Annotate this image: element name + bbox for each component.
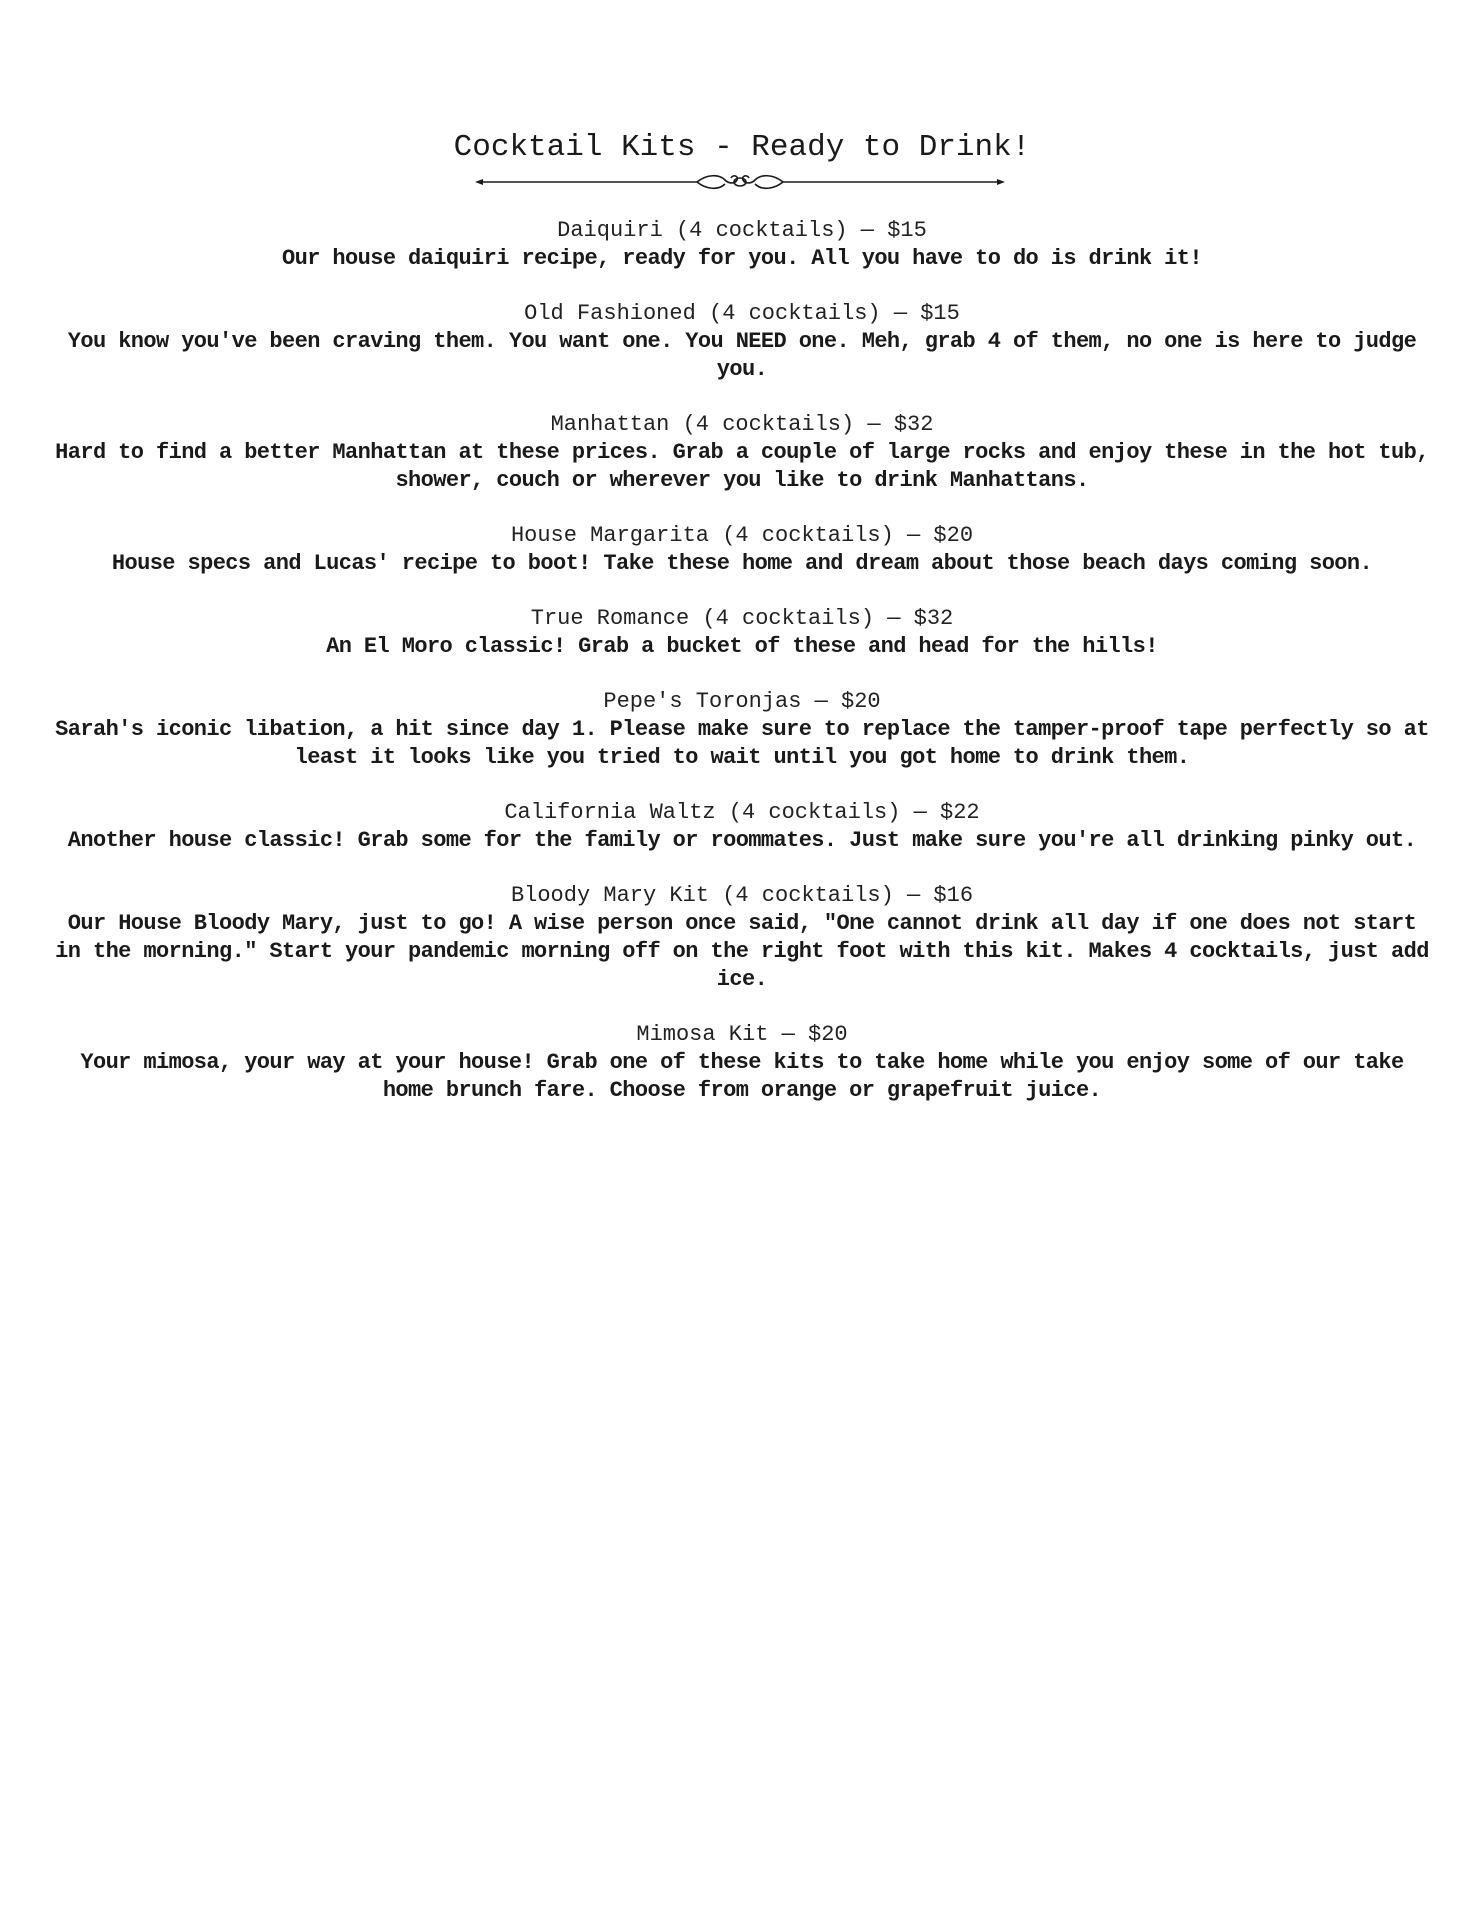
item-description: An El Moro classic! Grab a bucket of these and head for the hills! — [326, 634, 1158, 659]
item-description: Another house classic! Grab some for the family or roommates. Just make sure you're all drinking pinky out. — [67, 828, 1417, 853]
menu-item-bloody-mary-kit — [50, 882, 1434, 994]
item-description: Sarah's iconic libation, a hit since day 1. Please make sure to replace the tamper-proof tape perfectly so at least it looks like you tried to wait until you got home to drink them. — [55, 717, 1429, 770]
item-description: Our House Bloody Mary, just to go! A wise person once said, "One cannot drink all day if one does not start in the morning." Start your pandemic morning off on the right foot with this kit. Makes 4 cocktails, just add ice. — [55, 911, 1429, 992]
menu-item-california-waltz — [50, 799, 1434, 855]
item-description: Your mimosa, your way at your house! Grab one of these kits to take home while you enjoy some of our take home brunch fare. Choose from orange or grapefruit juice. — [80, 1050, 1404, 1103]
item-name: Pepe's Toronjas — $20 — [603, 689, 881, 714]
menu-item-mimosa-kit — [50, 1021, 1434, 1105]
item-name: California Waltz (4 cocktails) — $22 — [504, 800, 980, 825]
menu-items-list — [50, 217, 1434, 1132]
item-name: House Margarita (4 cocktails) — $20 — [510, 523, 974, 548]
item-description: You know you've been craving them. You want one. You NEED one. Meh, grab 4 of them, no one is here to judge you. — [67, 329, 1417, 382]
item-name: Bloody Mary Kit (4 cocktails) — $16 — [510, 883, 974, 908]
item-name: Mimosa Kit — $20 — [636, 1022, 848, 1047]
scroll-flourish-divider-icon — [475, 170, 1005, 194]
menu-item-house-margarita — [50, 522, 1434, 578]
menu-item-manhattan — [50, 411, 1434, 495]
item-description: House specs and Lucas' recipe to boot! Take these home and dream about those beach days coming soon. — [111, 551, 1373, 576]
item-name: Old Fashioned (4 cocktails) — $15 — [524, 301, 960, 326]
item-name: True Romance (4 cocktails) — $32 — [530, 606, 954, 631]
item-description: Hard to find a better Manhattan at these prices. Grab a couple of large rocks and enjoy these in the hot tub, shower, couch or wherever you like to drink Manhattans. — [55, 440, 1429, 493]
menu-item-daiquiri — [50, 217, 1434, 273]
item-description: Our house daiquiri recipe, ready for you. All you have to do is drink it! — [282, 246, 1202, 271]
menu-item-old-fashioned — [50, 300, 1434, 384]
item-name: Daiquiri (4 cocktails) — $15 — [557, 218, 927, 243]
menu-item-true-romance — [50, 605, 1434, 661]
menu-item-pepes-toronjas — [50, 688, 1434, 772]
page-title: Cocktail Kits - Ready to Drink! — [453, 130, 1031, 165]
item-name: Manhattan (4 cocktails) — $32 — [550, 412, 934, 437]
